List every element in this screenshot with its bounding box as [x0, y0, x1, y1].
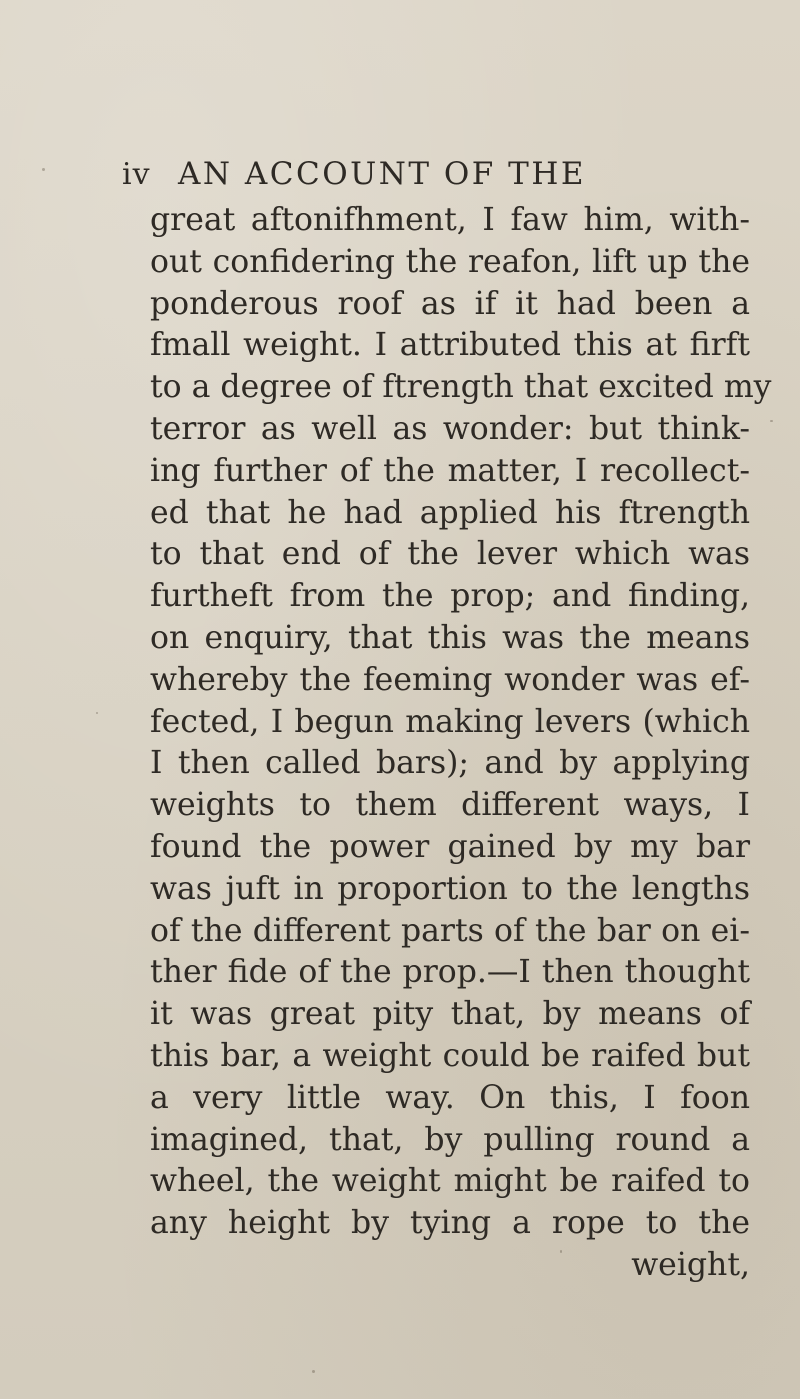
page-number: iv — [122, 157, 151, 192]
catchword: weight, — [631, 1246, 750, 1283]
text-line: whereby the feeming wonder was ef- — [150, 661, 750, 698]
paper-speck — [770, 420, 773, 422]
text-line: imagined, that, by pulling round a — [150, 1121, 750, 1158]
text-line: of the different parts of the bar on ei- — [150, 912, 750, 949]
text-line: weights to them different ways, I — [150, 787, 750, 824]
page-text — [150, 200, 772, 1287]
text-line: fmall weight. I attributed this at firft — [150, 327, 750, 364]
text-line: terror as well as wonder: but think- — [150, 410, 750, 447]
text-line: to that end of the lever which was — [150, 536, 750, 573]
text-line: to a degree of ftrength that excited my — [150, 369, 772, 406]
paper-speck — [312, 1370, 315, 1373]
running-head — [122, 156, 742, 192]
paper-speck — [42, 168, 45, 171]
text-line: ing further of the matter, I recollect- — [150, 452, 750, 489]
paper-speck — [96, 712, 98, 714]
text-line: any height by tying a rope to the — [150, 1205, 750, 1242]
text-line: fected, I begun making levers (which — [150, 703, 750, 740]
paper-speck — [560, 1250, 562, 1253]
text-line: I then called bars); and by applying — [150, 745, 750, 782]
text-line: a very little way. On this, I foon — [150, 1079, 750, 1116]
text-line: great aftonifhment, I faw him, with- — [150, 202, 750, 238]
text-line: wheel, the weight might be raifed to — [150, 1163, 750, 1200]
text-line: ther fide of the prop.—I then thought — [150, 954, 750, 991]
text-line: was juft in proportion to the lengths — [150, 870, 750, 907]
text-line: ponderous roof as if it had been a — [150, 285, 750, 322]
text-line: it was great pity that, by means of — [150, 996, 750, 1033]
text-line: ed that he had applied his ftrength — [150, 494, 750, 531]
text-line: on enquiry, that this was the means — [150, 619, 750, 656]
text-line: furtheft from the prop; and finding, — [150, 578, 750, 615]
running-title: AN ACCOUNT OF THE — [178, 156, 587, 192]
text-line: out confidering the reafon, lift up the — [150, 243, 750, 280]
text-line: found the power gained by my bar — [150, 828, 750, 865]
text-line: this bar, a weight could be raifed but — [150, 1037, 750, 1074]
